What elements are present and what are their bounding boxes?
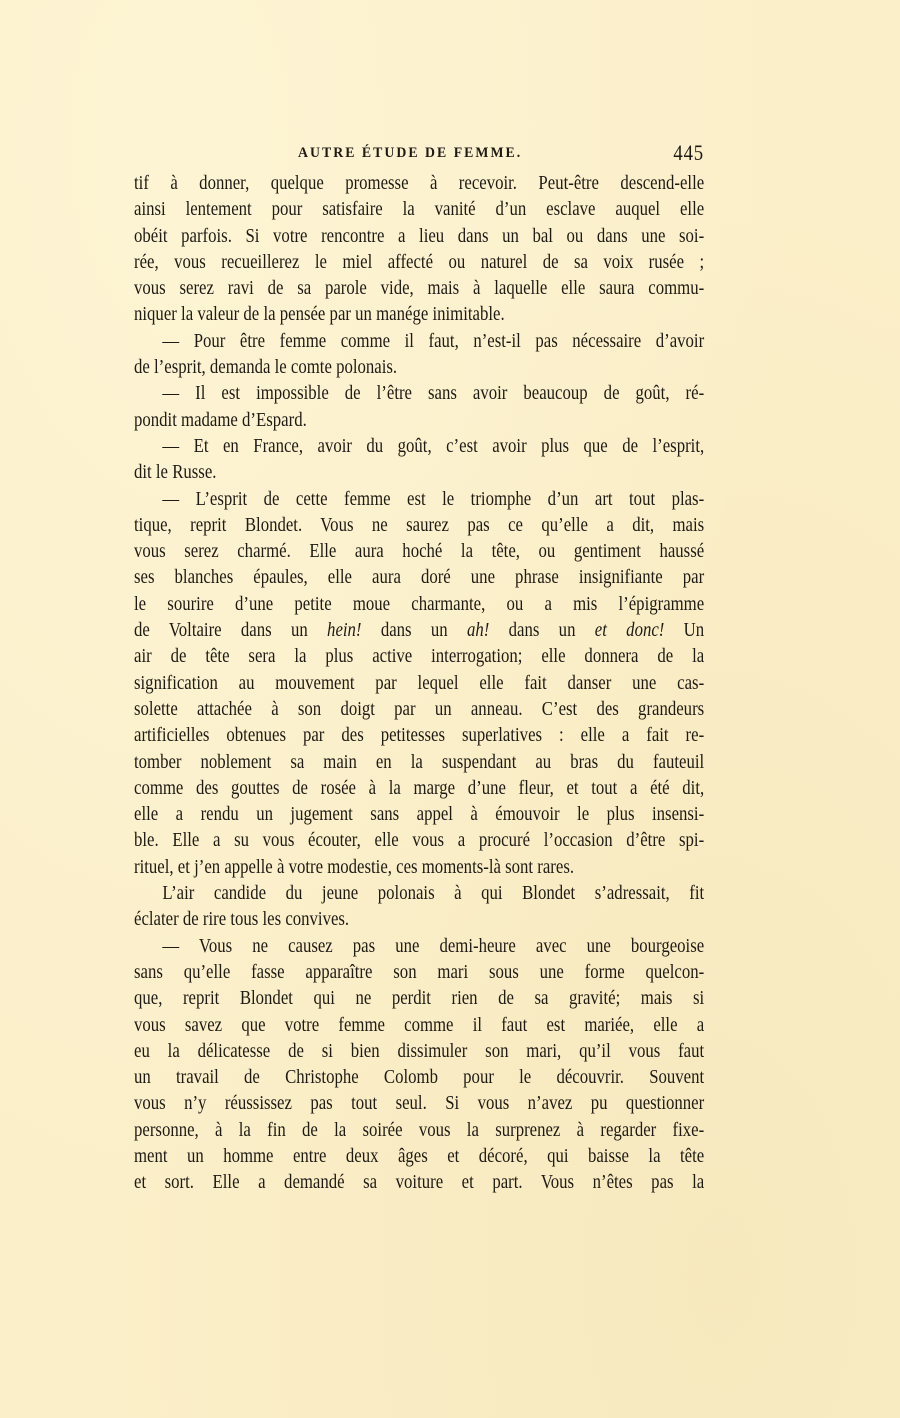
text-line: pondit madame d’Espard.	[134, 409, 307, 431]
text-line: obéit parfois. Si votre rencontre a lieu dans un bal ou dans une soi-	[134, 225, 705, 247]
text-line: dit le Russe.	[134, 462, 217, 484]
text-line: — L’esprit de cette femme est le triomphe d’un art tout plas-	[162, 488, 705, 510]
text-line: vous n’y réussissez pas tout seul. Si vous n’avez pu questionner	[134, 1093, 705, 1115]
text-line: — Vous ne causez pas une demi-heure avec une bourgeoise	[162, 935, 705, 957]
text-line: ble. Elle a su vous écouter, elle vous a procuré l’occasion d’être spi-	[134, 830, 705, 852]
text-line: tique, reprit Blondet. Vous ne saurez pas ce qu’elle a dit, mais	[134, 514, 705, 536]
text-segment: Un	[664, 620, 705, 642]
text-segment: de Voltaire dans un	[134, 620, 328, 642]
text-line: artificielles obtenues par des petitesses superlatives : elle a fait re-	[134, 725, 705, 747]
text-line: un travail de Christophe Colomb pour le découvrir. Souvent	[134, 1067, 705, 1089]
text-line: vous serez charmé. Elle aura hoché la tête, ou gentiment haussé	[134, 541, 705, 563]
text-segment: dans un	[489, 620, 595, 642]
text-line: solette attachée à son doigt par un anneau. C’est des grandeurs	[134, 698, 705, 720]
text-line: air de tête sera la plus active interrogation; elle donnera de la	[134, 646, 705, 668]
text-line: rituel, et j’en appelle à votre modestie, ces moments-là sont rares.	[134, 856, 575, 878]
text-line: — Pour être femme comme il faut, n’est-il pas nécessaire d’avoir	[162, 330, 705, 352]
text-line: — Et en France, avoir du goût, c’est avoir plus que de l’esprit,	[162, 435, 705, 457]
text-line: le sourire d’une petite moue charmante, ou a mis l’épigramme	[134, 593, 705, 615]
text-line: signification au mouvement par lequel elle fait danser une cas-	[134, 672, 705, 694]
book-page	[134, 141, 704, 1197]
text-line: de l’esprit, demanda le comte polonais.	[134, 357, 398, 379]
text-line: ment un homme entre deux âges et décoré, qui baisse la tête	[134, 1145, 705, 1167]
body-text	[134, 171, 704, 1197]
text-line: et sort. Elle a demandé sa voiture et part. Vous n’êtes pas la	[134, 1172, 705, 1194]
running-head	[134, 141, 704, 171]
text-line: ainsi lentement pour satisfaire la vanité d’un esclave auquel elle	[134, 199, 705, 221]
text-line: eu la délicatesse de si bien dissimuler son mari, qu’il vous faut	[134, 1040, 705, 1062]
text-line: que, reprit Blondet qui ne perdit rien de sa gravité; mais si	[134, 988, 705, 1010]
italic-phrase: hein!	[327, 620, 362, 642]
running-title: AUTRE ÉTUDE DE FEMME.	[298, 145, 523, 161]
text-line: vous savez que votre femme comme il faut est mariée, elle a	[134, 1014, 705, 1036]
text-line: — Il est impossible de l’être sans avoir beaucoup de goût, ré-	[162, 383, 705, 405]
text-line: elle a rendu un jugement sans appel à émouvoir le plus insensi-	[134, 804, 705, 826]
text-line: tomber noblement sa main en la suspendant au bras du fauteuil	[134, 751, 705, 773]
text-line	[134, 618, 704, 644]
text-line: tif à donner, quelque promesse à recevoir. Peut-être descend-elle	[134, 173, 705, 194]
text-line: sans qu’elle fasse apparaître son mari sous une forme quelcon-	[134, 961, 705, 983]
text-line: vous serez ravi de sa parole vide, mais à laquelle elle saura commu-	[134, 278, 705, 300]
text-line: personne, à la fin de la soirée vous la surprenez à regarder fixe-	[134, 1119, 705, 1141]
text-segment: dans un	[361, 620, 467, 642]
text-line: comme des gouttes de rosée à la marge d’une fleur, et tout a été dit,	[134, 777, 705, 799]
text-line: rée, vous recueillerez le miel affecté ou naturel de sa voix rusée ;	[134, 251, 705, 273]
text-line: éclater de rire tous les convives.	[134, 909, 350, 931]
text-line: ses blanches épaules, elle aura doré une phrase insignifiante par	[134, 567, 705, 589]
italic-phrase: et donc!	[594, 620, 665, 642]
page-number: 445	[673, 140, 704, 165]
italic-phrase: ah!	[466, 620, 490, 642]
text-line: niquer la valeur de la pensée par un manége inimitable.	[134, 304, 505, 326]
text-line: L’air candide du jeune polonais à qui Blondet s’adressait, fit	[162, 883, 705, 905]
